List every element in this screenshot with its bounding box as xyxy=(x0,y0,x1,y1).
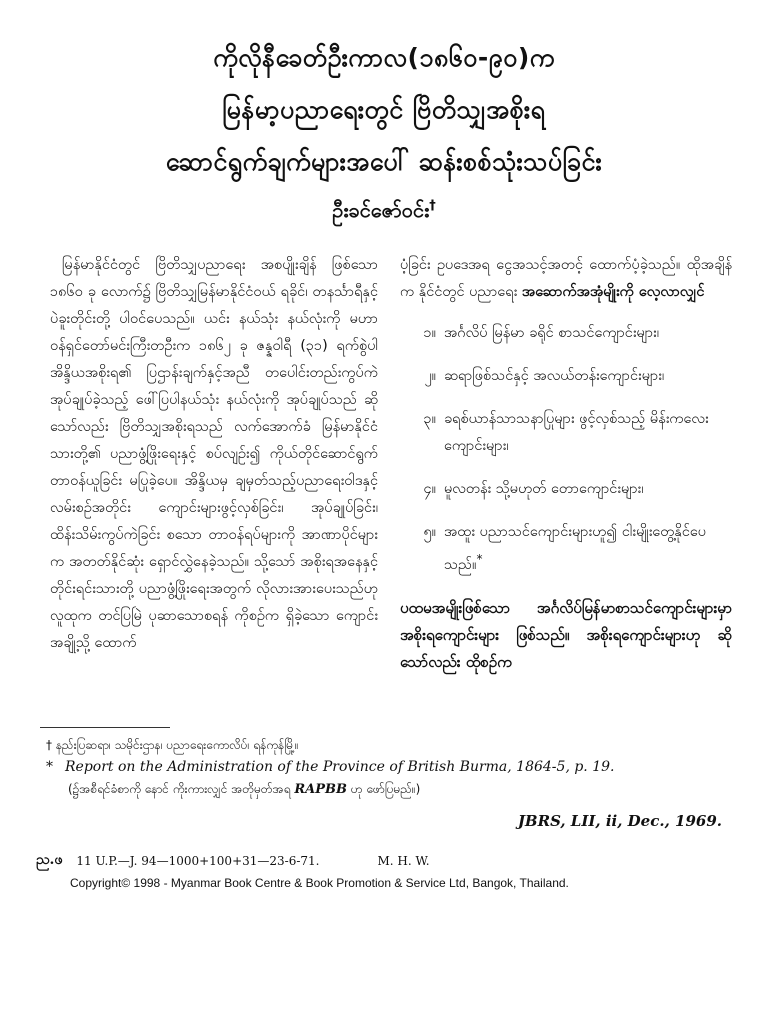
print-code: 11 U.P.—J. 94—1000+100+31—23-6-71. xyxy=(76,853,320,868)
intro-text: ပံ့ခြင်း ဥပဒေအရ ငွေအသင့်အတင့် ထောက်ပံ့ခဲ့သည်။ ထိုအချိန်က နိုင်ငံတွင် ပညာရေး xyxy=(400,257,732,300)
list-item xyxy=(400,320,732,347)
article-title xyxy=(40,32,728,188)
abbr-note-pre: (၌အစီရင်ခံစာကို နောင် ကိုးကားလျှင် အတိုမှတ်အရ xyxy=(68,782,291,796)
abbr-note-abbreviation: RAPBB xyxy=(294,782,347,797)
list-item-number: ၂။ xyxy=(424,368,436,384)
printer-logo: ည.ဖ xyxy=(36,852,63,868)
footnote-ref-mark: * xyxy=(476,552,483,566)
list-item-number: ၁။ xyxy=(423,325,436,341)
list-item-text: ခရစ်ယာန်သာသနာပြုများ ဖွင့်လှစ်သည့် မိန်းကလေးကျောင်းများ၊ xyxy=(444,411,709,454)
abbr-note-post: ဟု ဖော်ပြမည်။) xyxy=(350,782,421,796)
left-column xyxy=(50,252,378,657)
list-item-number: ၅။ xyxy=(423,524,436,540)
list-item xyxy=(400,476,732,503)
body-paragraph-right-closing: ပထမအမျိုးဖြစ်သော အင်္ဂလိပ်မြန်မာစာသင်ကျောင်းများမှာ အစိုးရကျောင်းများ ဖြစ်သည်။ အစိုးရကျောင်းများဟု ဆိုသော်လည်း ထိုစဉ်က xyxy=(400,598,732,671)
printer-line xyxy=(36,850,430,871)
intro-bold-text: အဆောက်အအုံမျိုးကို လေ့လာလျှင် xyxy=(521,284,705,300)
printer-initials: M. H. W. xyxy=(377,853,430,868)
title-line-2: မြန်မာ့ပညာရေးတွင် ဗြိတိသျှအစိုးရ xyxy=(222,95,546,124)
footnote-abbreviation-note xyxy=(46,780,748,799)
list-item-text: မူလတန်း သို့မဟုတ် တောကျောင်းများ၊ xyxy=(444,481,644,497)
list-item-text xyxy=(444,519,732,579)
list-item-text: ဆရာဖြစ်သင်နှင့် အလယ်တန်းကျောင်းများ၊ xyxy=(444,368,665,384)
list-item xyxy=(400,519,732,579)
body-paragraph-left: မြန်မာနိုင်ငံတွင် ဗြိတိသျှပညာရေး အစပျိုးချိန် ဖြစ်သော ၁၈၆၀ ခု လောက်၌ ဗြိတိသျှမြန်မာနိုင်ငံဝယ် ရခိုင်၊ တနင်္သာရီနှင့် ပဲခူးတိုင်းတို့ ပါဝင်ပေသည်။ ယင်း နယ်သုံး နယ်လုံးကို မဟာဝန်ရှင်တော်မင်းကြီးတဦးက ၁၈၆၂ ခု ဇန္နဝါရီ (၃၁) ရက်စွဲပါ အိန္ဒိယအစိုးရ၏ ပြဌာန်းချက်နှင့်အညီ တပေါင်းတည်းကွပ်ကဲ အုပ်ချုပ်ခဲ့သည့် ဖေါ်ပြပါနယ်သုံး နယ်လုံးကို အုပ်ချုပ်သည် ဆိုသော်လည်း ဗြိတိသျှအစိုးရသည် လက်အောက်ခံ မြန်မာနိုင်ငံသားတို့၏ ပညာဖွံ့ဖြိုးရေးနှင့် စပ်လျဉ်း၍ ကိုယ်တိုင်ဆောင်ရွက် တာဝန်ယူခြင်း မပြုခဲ့ပေ။ အိန္ဒိယမှ ချမှတ်သည့်ပညာရေးဝါဒနှင့် လမ်းစဉ်အတိုင်း ကျောင်းများဖွင့်လှစ်ခြင်း၊ အုပ်ချုပ်ခြင်း၊ ထိန်းသိမ်းကွပ်ကဲခြင်း စသော တာဝန်ရပ်များကို အာဏာပိုင်များက အတတ်နိုင်ဆုံး ရှောင်လွှဲနေခဲ့သည်။ သို့သော် အစိုးရအနေနှင့် တိုင်းရင်းသားတို့ ပညာဖွံ့ဖြိုးရေးအတွက် လိုလားအားပေးသည်ဟု လူထုက တင်ပြမြဲ ပုဆာသောစရန် ကိုစဉ်က ရှိခဲ့သော ကျောင်းအချို့သို့ ထောက် xyxy=(50,257,378,651)
list-item xyxy=(400,363,732,390)
list-item-text-body: အထူး ပညာသင်ကျောင်းများဟူ၍ ငါးမျိုးတွေ့နိုင်ပေသည်။ xyxy=(444,524,707,573)
footnote-citation-text: Report on the Administration of the Province of British Burma, 1864-5, p. 19. xyxy=(65,759,615,775)
footnote-report-citation xyxy=(46,758,726,776)
copyright-notice: Copyright© 1998 - Myanmar Book Centre & Book Promotion & Service Ltd, Bangok, Thailand. xyxy=(70,876,569,890)
right-column xyxy=(400,252,732,691)
journal-reference: JBRS, LII, ii, Dec., 1969. xyxy=(517,812,722,830)
list-item-number: ၃။ xyxy=(423,411,436,427)
footnote-divider xyxy=(40,727,170,728)
author-footnote-mark: † xyxy=(429,198,436,214)
author-name: ဦးခင်ဇော်ဝင်း xyxy=(332,198,430,222)
footnote-mark: * xyxy=(46,759,53,775)
list-item-text: အင်္ဂလိပ် မြန်မာ ခရိုင် စာသင်ကျောင်းများ၊ xyxy=(444,325,660,341)
body-paragraph-right-intro xyxy=(400,252,732,306)
school-types-list xyxy=(400,320,732,579)
list-item-number: ၄။ xyxy=(423,481,436,497)
title-line-1: ကိုလိုနီခေတ်ဦးကာလ(၁၈၆၀-၉၀)က xyxy=(213,43,555,72)
footnote-author-affiliation: † နည်းပြဆရာ၊ သမိုင်းဌာန၊ ပညာရေးကောလိပ်၊ ရန်ကုန်မြို့။ xyxy=(46,738,299,752)
title-line-3: ဆောင်ရွက်ချက်များအပေါ် ဆန်းစစ်သုံးသပ်ခြင်း xyxy=(165,147,603,176)
author-byline xyxy=(0,197,768,227)
list-item xyxy=(400,406,732,460)
